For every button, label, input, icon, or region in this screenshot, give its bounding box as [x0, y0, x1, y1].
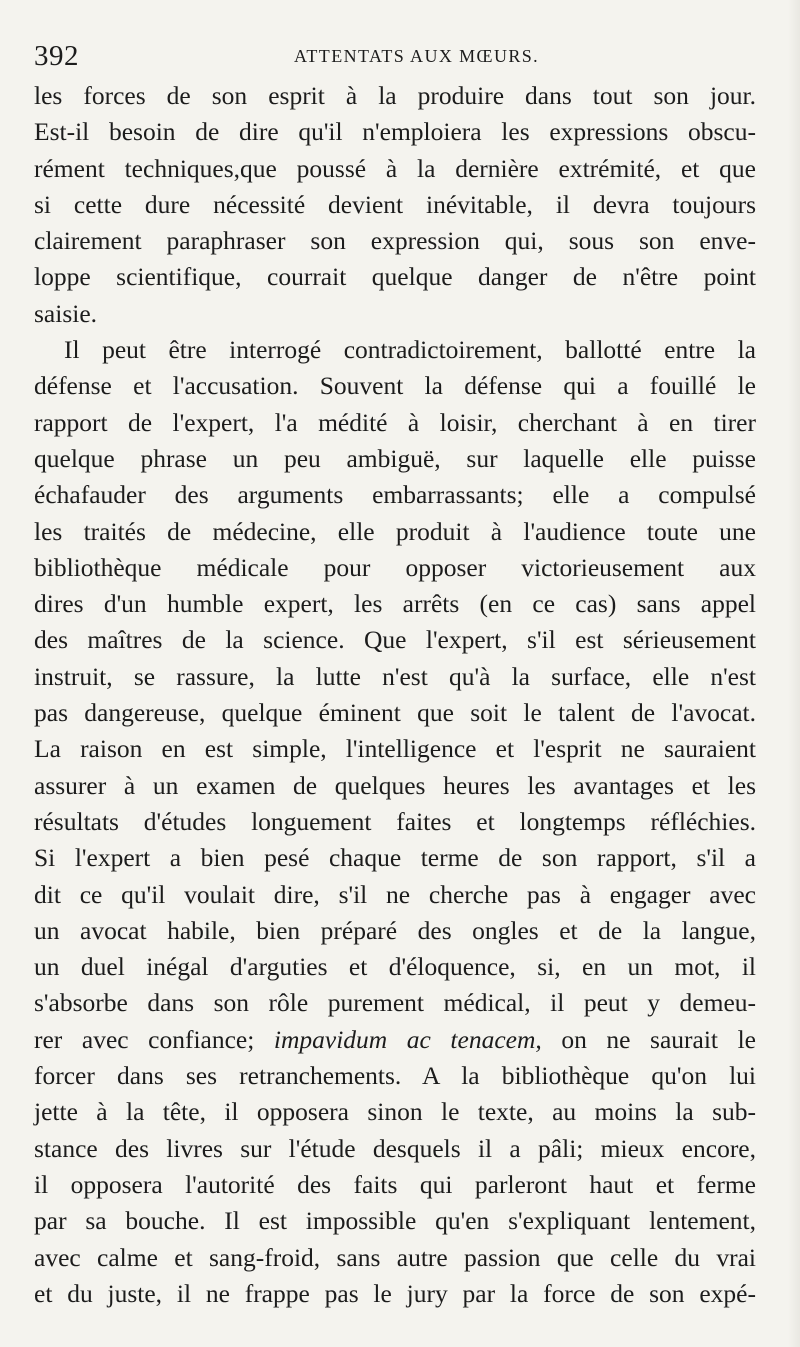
text-line: loppe scientifique, courrait quelque danger de n'être point [34, 262, 756, 292]
text-line: si cette dure nécessité devient inévitable, il devra toujours [34, 189, 756, 219]
text-line: les traités de médecine, elle produit à l'audience toute une [34, 516, 756, 546]
text-line: il opposera l'autorité des faits qui parleront haut et ferme [34, 1169, 756, 1199]
text-line: forcer dans ses retranchements. A la bibliothèque qu'on lui [34, 1061, 756, 1091]
text-line: par sa bouche. Il est impossible qu'en s'expliquant lentement, [34, 1206, 756, 1236]
text-line: rément techniques,que poussé à la dernière extrémité, et que [34, 153, 756, 183]
page-number: 392 [34, 40, 79, 72]
text-line: un avocat habile, bien préparé des ongles et de la langue, [34, 915, 756, 945]
paragraph-start-line: Il peut être interrogé contradictoirement, ballotté entre la [64, 335, 756, 365]
text-line: et du juste, il ne frappe pas le jury par la force de son expé- [34, 1278, 756, 1308]
text-line: pas dangereuse, quelque éminent que soit le talent de l'avocat. [34, 698, 756, 728]
page-edge-shadow [788, 0, 800, 1347]
text-line: Est-il besoin de dire qu'il n'emploiera les expressions obscu- [34, 117, 756, 147]
text-line: s'absorbe dans son rôle purement médical, il peut y demeu- [34, 988, 756, 1018]
text-line: stance des livres sur l'étude desquels il a pâli; mieux encore, [34, 1133, 756, 1163]
text-line: rapport de l'expert, l'a médité à loisir, cherchant à en tirer [34, 407, 756, 437]
text-line: quelque phrase un peu ambiguë, sur laquelle elle puisse [34, 443, 756, 473]
text-line: les forces de son esprit à la produire dans tout son jour. [34, 81, 756, 110]
running-head: ATTENTATS AUX MŒURS. [294, 46, 540, 66]
text-line: défense et l'accusation. Souvent la défense qui a fouillé le [34, 371, 756, 401]
text-line: dires d'un humble expert, les arrêts (en ce cas) sans appel [34, 589, 756, 619]
text-line: des maîtres de la science. Que l'expert, s'il est sérieusement [34, 625, 756, 655]
line-text-after: on ne saurait le [541, 1024, 756, 1054]
text-line: La raison en est simple, l'intelligence et l'esprit ne sauraient [34, 734, 756, 764]
text-line: Si l'expert a bien pesé chaque terme de son rapport, s'il a [34, 843, 756, 873]
text-line: échafauder des arguments embarrassants; elle a compulsé [34, 480, 756, 510]
text-line: saisie. [34, 298, 98, 328]
text-line: clairement paraphraser son expression qui, sous son enve- [34, 226, 756, 256]
latin-quote: impavidum ac tenacem, [273, 1024, 542, 1054]
text-line: résultats d'études longuement faites et longtemps réfléchies. [34, 806, 756, 836]
text-line: un duel inégal d'arguties et d'éloquence, si, en un mot, il [34, 952, 756, 982]
text-line: jette à la tête, il opposera sinon le texte, au moins la sub- [34, 1097, 756, 1127]
text-line: assurer à un examen de quelques heures les avantages et les [34, 770, 756, 800]
text-line: dit ce qu'il voulait dire, s'il ne cherche pas à engager avec [34, 879, 756, 909]
text-line-with-latin-quote [34, 1022, 756, 1058]
text-line: avec calme et sang-froid, sans autre passion que celle du vrai [34, 1242, 756, 1272]
line-text-before: rer avec confiance; [34, 1024, 274, 1054]
text-line: instruit, se rassure, la lutte n'est qu'à la surface, elle n'est [34, 661, 756, 691]
body-text [34, 78, 756, 1312]
page-header [34, 40, 760, 76]
text-line: bibliothèque médicale pour opposer victorieusement aux [34, 552, 756, 582]
